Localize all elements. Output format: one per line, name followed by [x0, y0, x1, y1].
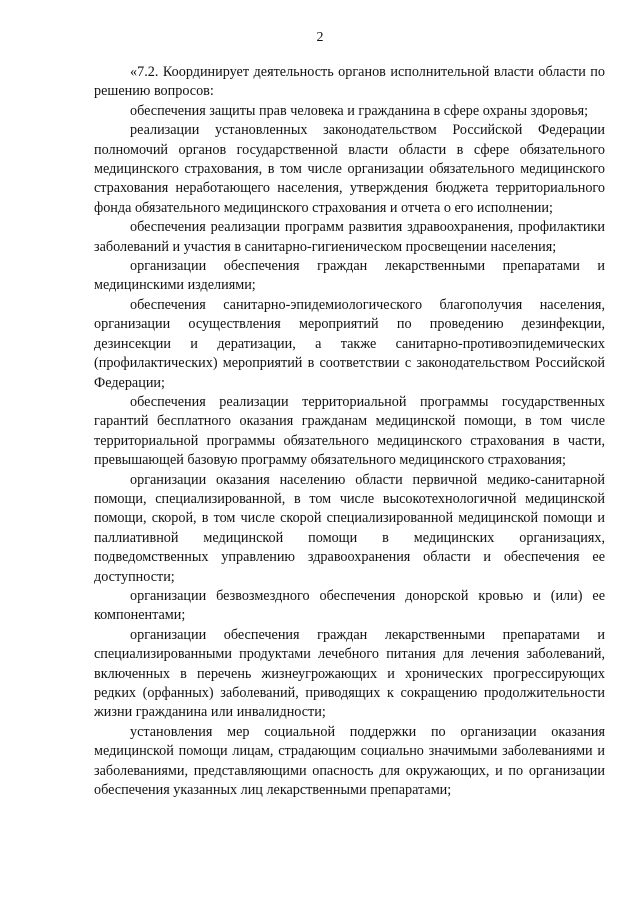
paragraph: реализации установленных законодательством Российской Федерации полномочий органов государственной власти области в сфере обязательного медицинского страхования, в том числе организации обязательного медицинского страхования неработающего населения, утверждения бюджета территориального фонда обязательного медицинского страхования и отчета о его исполнении; — [94, 122, 605, 216]
paragraph: установления мер социальной поддержки по организации оказания медицинской помощи лицам, страдающим социально значимыми заболеваниями и заболеваниями, представляющими опасность для окружающих, и по организации обеспечения указанных лиц лекарственными препаратами; — [94, 723, 605, 799]
paragraph: организации оказания населению области первичной медико-санитарной помощи, специализированной, в том числе высокотехнологичной медицинской помощи, скорой, в том числе скорой специализированной медицинской помощи и паллиативной медицинской помощи в медицинских организациях, подведомственных управлению здравоохранения области и обеспечения ее доступности; — [94, 471, 605, 585]
paragraph: обеспечения реализации территориальной программы государственных гарантий бесплатного оказания гражданам медицинской помощи, в том числе территориальной программы обязательного медицинского страхования в части, превышающей базовую программу обязательного медицинского страхования; — [94, 393, 605, 469]
paragraph: организации обеспечения граждан лекарственными препаратами и специализированными продуктами лечебного питания для лечения заболеваний, включенных в перечень жизнеугрожающих и хронических прогрессирующих редких (орфанных) заболеваний, приводящих к сокращению продолжительности жизни гражданина или инвалидности; — [94, 626, 605, 721]
paragraph: обеспечения санитарно-эпидемиологического благополучия населения, организации осуществления мероприятий по проведению дезинфекции, дезинсекции и дератизации, а также санитарно-противоэпидемических (профилактических) мероприятий в соответствии с законодательством Российской Федерации; — [94, 296, 605, 391]
document-body — [94, 63, 605, 800]
paragraph: организации безвозмездного обеспечения донорской кровью и (или) ее компонентами; — [94, 587, 605, 624]
paragraph: «7.2. Координирует деятельность органов исполнительной власти области по решению вопросов: — [94, 64, 605, 100]
page-number: 2 — [316, 30, 324, 45]
paragraph: обеспечения реализации программ развития здравоохранения, профилактики заболеваний и участия в санитарно-гигиеническом просвещении населения; — [94, 219, 605, 255]
paragraph: организации обеспечения граждан лекарственными препаратами и медицинскими изделиями; — [94, 258, 605, 294]
paragraph: обеспечения защиты прав человека и гражданина в сфере охраны здоровья; — [130, 102, 589, 119]
